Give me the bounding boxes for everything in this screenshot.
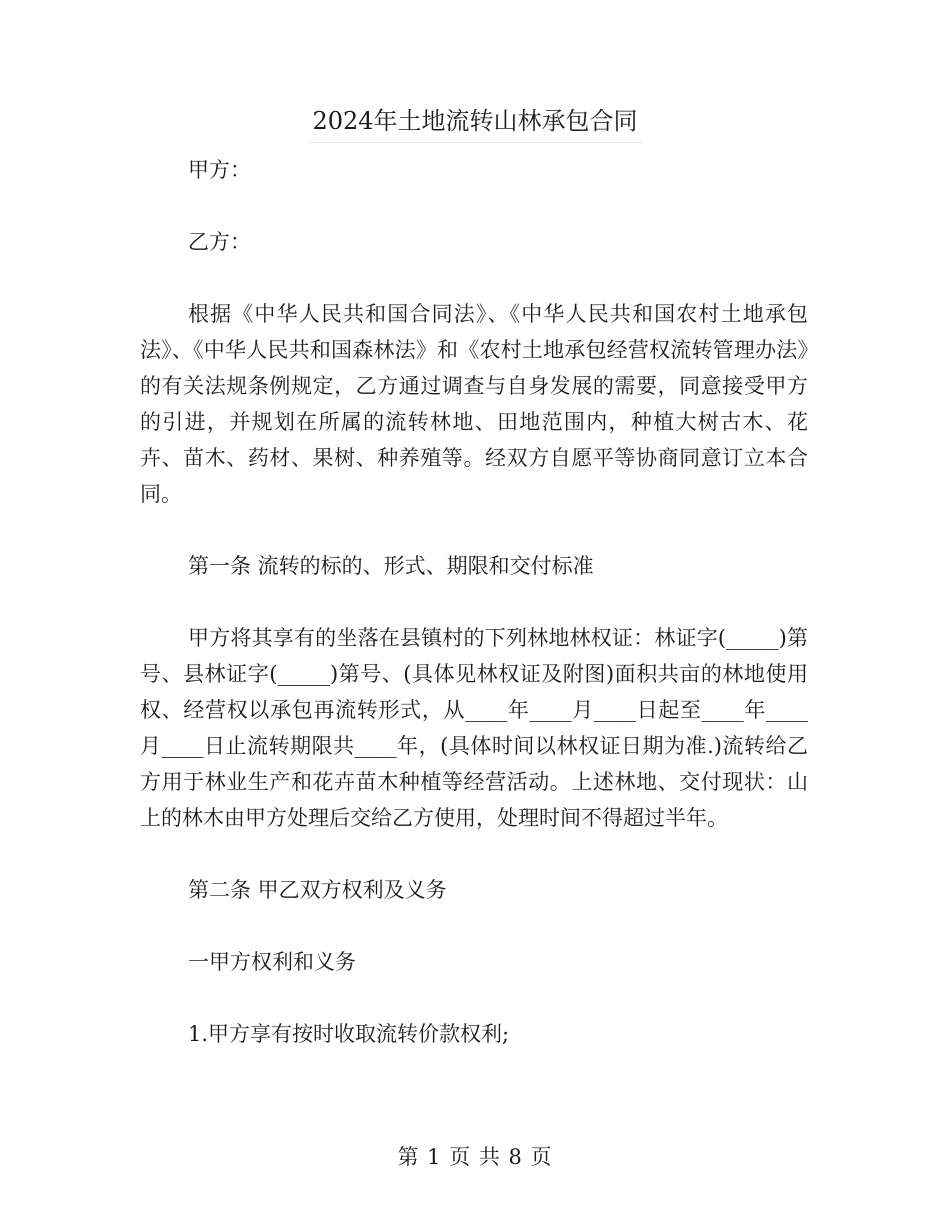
document-title: 2024年土地流转山林承包合同 [308, 100, 641, 143]
paragraph-spacer [140, 260, 808, 296]
article-1-body: 甲方将其享有的坐落在县镇村的下列林地林权证：林证字(_____)第号、县林证字(_____)第号、(具体见林权证及附图)面积共亩的林地使用权、经营权以承包再流转形式，从____年____月____日起至____年____月____日止流转期限共____年，(具体时间以林权证日期为准.)流转给乙方用于林业生产和花卉苗木种植等经营活动。上述林地、交付现状：山上的林木由甲方处理后交给乙方使用，处理时间不得超过半年。 [140, 626, 808, 830]
article-1-heading: 第一条 流转的标的、形式、期限和交付标准 [188, 554, 594, 578]
section-a-heading: 一甲方权利和义务 [188, 950, 356, 974]
title-wrap [0, 100, 950, 143]
page-number-footer: 第 1 页 共 8 页 [397, 1145, 553, 1169]
paragraph-spacer [140, 836, 808, 872]
item-1: 1.甲方享有按时收取流转价款权利; [188, 1022, 510, 1046]
intro-paragraph: 根据《中华人民共和国合同法》、《中华人民共和国农村土地承包法》、《中华人民共和国森林法》和《农村土地承包经营权流转管理办法》的有关法规条例规定，乙方通过调查与自身发展的需要，同意接受甲方的引进，并规划在所属的流转林地、田地范围内，种植大树古木、花卉、苗木、药材、果树、种养殖等。经双方自愿平等协商同意订立本合同。 [140, 302, 808, 506]
paragraph-spacer [140, 188, 808, 224]
party-a-line: 甲方： [188, 158, 251, 182]
paragraph-spacer [140, 908, 808, 944]
document-body [140, 152, 808, 1052]
paragraph-spacer [140, 584, 808, 620]
paragraph-spacer [140, 980, 808, 1016]
article-2-heading: 第二条 甲乙双方权利及义务 [188, 878, 447, 902]
paragraph-spacer [140, 512, 808, 548]
party-b-line: 乙方： [188, 230, 251, 254]
